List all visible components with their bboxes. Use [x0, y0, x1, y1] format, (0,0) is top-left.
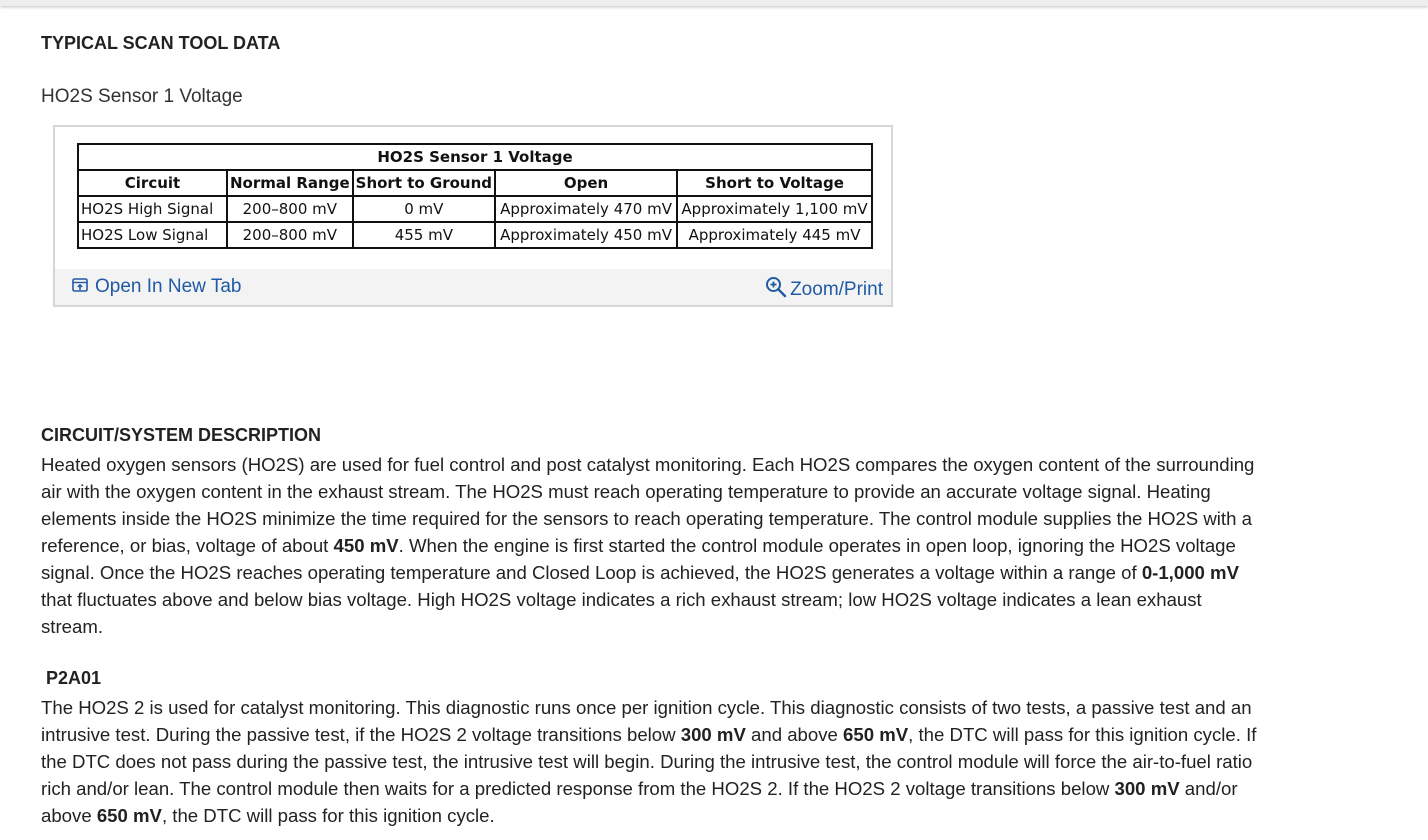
bold-value: 450 mV — [333, 535, 399, 556]
figure-action-bar — [55, 269, 891, 305]
text-run: Heated oxygen sensors (HO2S) are used for fuel control and post catalyst monitoring. Each HO2S compares the oxygen content of the surrounding air with the oxygen content in the exhaust stream. The HO2S must reach operating temperature to provide an accurate voltage signal. Heating elements inside the HO2S minimize the time required for the sensors to reach operating temperature. The control module supplies the HO2S with a reference, or bias, voltage of about — [41, 454, 1255, 556]
zoom-in-icon — [765, 276, 787, 304]
table-cell: HO2S High Signal — [78, 196, 227, 222]
column-header: Circuit — [78, 170, 227, 196]
text-run: . When the engine is first started the control module operates in open loop, ignoring the HO2S voltage signal. Once the HO2S reaches operating temperature and Closed Loop is achieved, the HO2S generates a voltage within a range of — [41, 535, 1236, 583]
bold-value: 0-1,000 mV — [1141, 562, 1239, 583]
open-in-new-tab-label: Open In New Tab — [95, 276, 242, 297]
text-run: and above — [745, 724, 844, 745]
column-header: Open — [495, 170, 677, 196]
figure-container — [53, 125, 893, 307]
table-cell: 455 mV — [353, 222, 495, 248]
table-cell: 0 mV — [353, 196, 495, 222]
table-cell: Approximately 1,100 mV — [677, 196, 872, 222]
text-run: , the DTC will pass for this ignition cycle. If the DTC does not pass during the passive test, the intrusive test will begin. During the intrusive test, the control module will force the air-to-fuel ratio rich and/or lean. The control module then waits for a predicted response from the HO2S 2. If the HO2S 2 voltage transitions below — [41, 724, 1257, 799]
table-cell: Approximately 445 mV — [677, 222, 872, 248]
text-run: , the DTC will pass for this ignition cycle. — [161, 805, 495, 826]
circuit-description-paragraph — [41, 451, 1266, 640]
bold-value: 300 mV — [680, 724, 746, 745]
table-row — [78, 222, 872, 248]
section-heading-circuit-description: CIRCUIT/SYSTEM DESCRIPTION — [41, 425, 322, 445]
table-title: HO2S Sensor 1 Voltage — [78, 144, 872, 170]
text-run: and/or above — [41, 778, 1238, 826]
table-cell: 200–800 mV — [227, 222, 353, 248]
table-cell: Approximately 450 mV — [495, 222, 677, 248]
column-header: Short to Voltage — [677, 170, 872, 196]
text-run: The HO2S 2 is used for catalyst monitoring. This diagnostic runs once per ignition cycle. This diagnostic consists of two tests, a passive test and an intrusive test. During the passive test, if the HO2S 2 voltage transitions below — [41, 697, 1252, 745]
open-in-new-tab-icon — [72, 276, 88, 298]
column-header: Short to Ground — [353, 170, 495, 196]
table-cell: 200–800 mV — [227, 196, 353, 222]
scan-data-table — [77, 143, 873, 249]
p2a01-description-paragraph — [41, 694, 1266, 829]
open-in-new-tab-link[interactable] — [72, 276, 241, 298]
bold-value: 650 mV — [96, 805, 162, 826]
table-row — [78, 196, 872, 222]
table-cell: Approximately 470 mV — [495, 196, 677, 222]
text-run: that fluctuates above and below bias voltage. High HO2S voltage indicates a rich exhaust stream; low HO2S voltage indicates a lean exhaust stream. — [41, 589, 1202, 637]
column-header: Normal Range — [227, 170, 353, 196]
table-cell: HO2S Low Signal — [78, 222, 227, 248]
bold-value: 300 mV — [1114, 778, 1180, 799]
section-heading-p2a01: P2A01 — [46, 668, 102, 688]
top-bar — [0, 0, 1428, 6]
figure-caption: HO2S Sensor 1 Voltage — [41, 86, 243, 107]
bold-value: 650 mV — [843, 724, 909, 745]
section-heading-scan-tool-data: TYPICAL SCAN TOOL DATA — [41, 33, 281, 53]
table-header-row — [78, 170, 872, 196]
zoom-print-link[interactable] — [765, 276, 883, 304]
zoom-print-label: Zoom/Print — [790, 279, 883, 300]
